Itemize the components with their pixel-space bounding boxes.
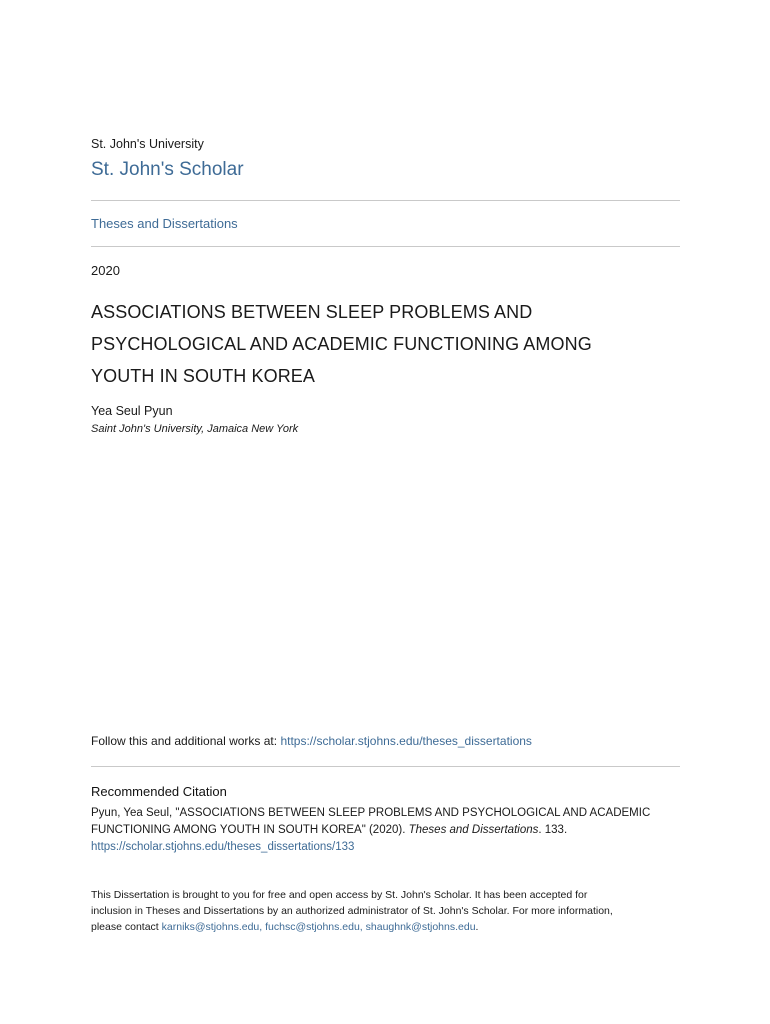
collection-url-link[interactable]: https://scholar.stjohns.edu/theses_dissertations bbox=[280, 734, 532, 748]
citation-text bbox=[91, 805, 680, 856]
citation-url-link[interactable]: https://scholar.stjohns.edu/theses_dissertations/133 bbox=[91, 841, 355, 853]
divider bbox=[91, 200, 680, 201]
citation-series: Theses and Dissertations bbox=[408, 824, 539, 836]
contact-emails-link[interactable]: karniks@stjohns.edu, fuchsc@stjohns.edu, shaughnk@stjohns.edu bbox=[161, 921, 476, 933]
notice-prefix: please contact bbox=[91, 921, 162, 933]
citation-line-part: FUNCTIONING AMONG YOUTH IN SOUTH KOREA" (2020). bbox=[91, 824, 409, 836]
citation-line bbox=[91, 822, 680, 839]
cover-page bbox=[91, 0, 680, 1024]
notice-line: This Dissertation is brought to you for free and open access by St. John's Scholar. It has been accepted for bbox=[91, 889, 588, 901]
citation-number: . 133. bbox=[538, 824, 568, 836]
title-line: YOUTH IN SOUTH KOREA bbox=[91, 366, 316, 386]
collection-link[interactable]: Theses and Dissertations bbox=[91, 216, 238, 231]
follow-line bbox=[91, 734, 532, 748]
author-name: Yea Seul Pyun bbox=[91, 404, 173, 418]
divider bbox=[91, 246, 680, 247]
title-line: ASSOCIATIONS BETWEEN SLEEP PROBLEMS AND bbox=[91, 302, 533, 322]
recommended-citation-heading: Recommended Citation bbox=[91, 784, 227, 799]
publication-year: 2020 bbox=[91, 263, 120, 278]
notice-line: inclusion in Theses and Dissertations by an authorized administrator of St. John's Scholar. For more information, bbox=[91, 905, 613, 917]
title-line: PSYCHOLOGICAL AND ACADEMIC FUNCTIONING AMONG bbox=[91, 334, 592, 354]
notice-line bbox=[91, 919, 680, 935]
notice-suffix: . bbox=[475, 921, 479, 933]
access-notice bbox=[91, 887, 680, 935]
repository-link[interactable]: St. John's Scholar bbox=[91, 159, 244, 180]
document-title bbox=[91, 296, 651, 392]
author-affiliation: Saint John's University, Jamaica New York bbox=[91, 423, 299, 435]
follow-text: Follow this and additional works at: bbox=[91, 734, 281, 748]
citation-line: Pyun, Yea Seul, "ASSOCIATIONS BETWEEN SLEEP PROBLEMS AND PSYCHOLOGICAL AND ACADEMIC bbox=[91, 807, 651, 819]
divider bbox=[91, 766, 680, 767]
university-name: St. John's University bbox=[91, 137, 204, 151]
